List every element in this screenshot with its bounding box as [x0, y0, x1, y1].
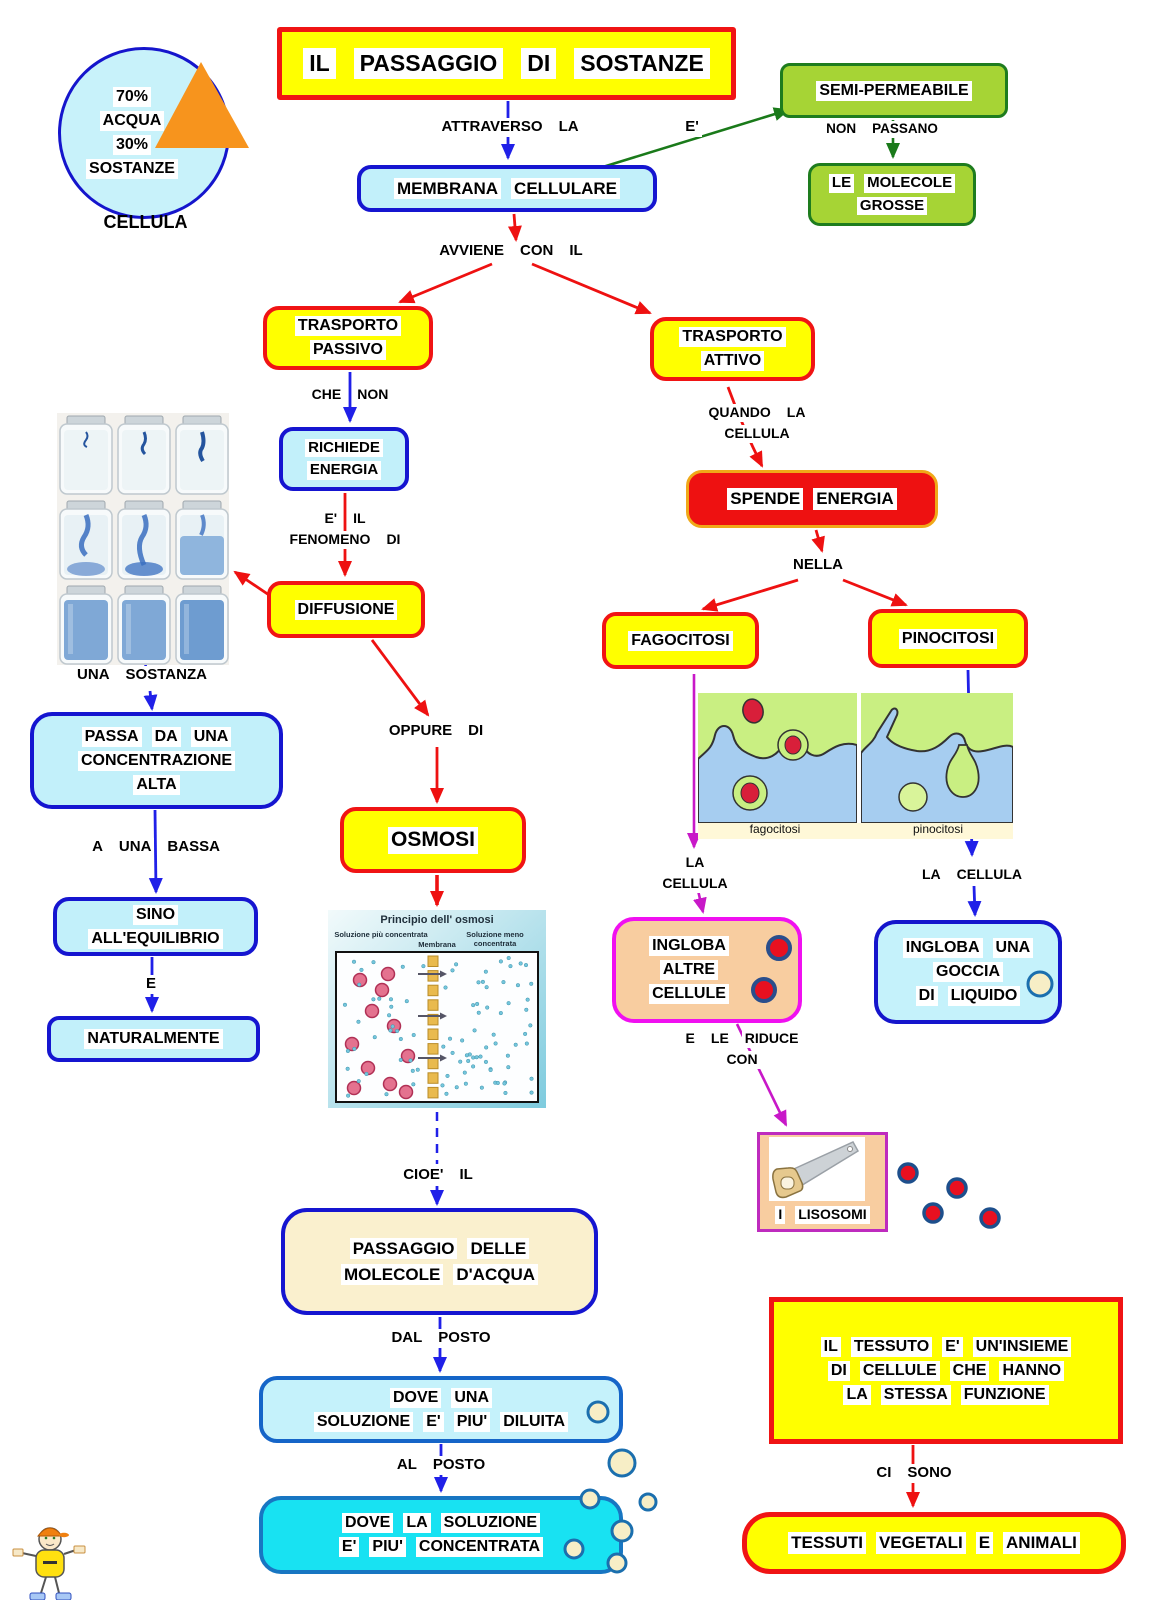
edge-label-oppure: OPPURE DI — [360, 722, 512, 741]
edge-label-che-non: CHE NON — [294, 386, 406, 404]
node-diffusione: DIFFUSIONE — [267, 581, 425, 638]
edge-label-cioe: CIOE' IL — [368, 1166, 508, 1185]
node-tessuto-definizione: IL TESSUTO E' UN'INSIEME DI CELLULE CHE HANNO LA STESSA FUNZIONE — [769, 1297, 1123, 1444]
node-spende-energia: SPENDE ENERGIA — [686, 470, 938, 528]
edge-label-a-una-bassa: A UNA BASSA — [62, 838, 250, 857]
node-fagocitosi: FAGOCITOSI — [602, 612, 759, 669]
pinocitosi-image — [861, 693, 1013, 823]
edge-label-la-cellula-left: LA CELLULA — [653, 852, 737, 894]
pinocitosi-caption: pinocitosi — [912, 822, 964, 836]
edge-label-una-sostanza: UNA SOSTANZA — [48, 666, 236, 685]
node-tessuti-vegetali-animali: TESSUTI VEGETALI E ANIMALI — [742, 1512, 1126, 1574]
cell-water-label: ACQUA — [95, 109, 170, 133]
cell-caption: CELLULA — [103, 212, 188, 232]
node-trasporto-attivo: TRASPORTO ATTIVO — [650, 317, 815, 381]
node-osmosi: OSMOSI — [340, 807, 526, 873]
edge-label-riduce: E LE RIDUCE CON — [658, 1028, 826, 1070]
edge-label-non-passano: NON PASSANO — [818, 121, 946, 138]
edge-label-e: E' — [662, 118, 722, 137]
node-passaggio-molecole-acqua: PASSAGGIO DELLE MOLECOLE D'ACQUA — [281, 1208, 598, 1315]
node-molecole-grosse: LE MOLECOLE GROSSE — [808, 163, 976, 226]
edge-label-fenomeno: E' IL FENOMENO DI — [268, 508, 422, 550]
edge-label-la-cellula-right: LA CELLULA — [898, 866, 1046, 884]
node-trasporto-passivo: TRASPORTO PASSIVO — [263, 306, 433, 370]
saw-image — [769, 1137, 865, 1201]
edge-label-e-and: E — [133, 975, 169, 994]
osmosis-membrane-label: Membrana — [418, 940, 456, 949]
cell-water-percent: 70% — [108, 85, 156, 109]
node-naturalmente: NATURALMENTE — [47, 1016, 260, 1062]
edge-label-ci-sono: CI SONO — [838, 1464, 990, 1483]
osmosis-title: Principio dell' osmosi — [380, 914, 494, 926]
orange-triangle-slice — [155, 62, 249, 148]
diffusion-jars-image — [57, 413, 229, 665]
edge-label-dal-posto: DAL POSTO — [355, 1329, 527, 1348]
node-lisosomi: I LISOSOMI — [757, 1132, 888, 1232]
osmosis-principle-image — [328, 910, 546, 1108]
edge-label-attraverso: ATTRAVERSO LA — [400, 118, 620, 137]
node-sino-equilibrio: SINO ALL'EQUILIBRIO — [53, 897, 258, 956]
node-membrana-cellulare: MEMBRANA CELLULARE — [357, 165, 657, 212]
node-richiede-energia: RICHIEDE ENERGIA — [279, 427, 409, 491]
node-pinocitosi: PINOCITOSI — [868, 609, 1028, 668]
osmosis-right-label: Soluzione meno concentrata — [466, 930, 524, 948]
node-ingloba-altre-cellule: INGLOBA ALTRE CELLULE — [612, 917, 802, 1023]
node-semi-permeabile: SEMI-PERMEABILE — [780, 63, 1008, 118]
cell-substances-percent: 30% — [108, 133, 156, 157]
edge-label-nella: NELLA — [776, 556, 860, 575]
node-soluzione-concentrata: DOVE LA SOLUZIONE E' PIU' CONCENTRATA — [259, 1496, 623, 1574]
fagocitosi-caption: fagocitosi — [749, 822, 801, 836]
node-passa-concentrazione-alta: PASSA DA UNA CONCENTRAZIONE ALTA — [30, 712, 283, 809]
fagocitosi-image — [698, 693, 857, 823]
edge-label-al-posto: AL POSTO — [355, 1456, 527, 1475]
node-soluzione-diluita: DOVE UNA SOLUZIONE E' PIU' DILUITA — [259, 1376, 623, 1443]
mascot-figure — [12, 1523, 107, 1600]
map-title — [277, 27, 736, 100]
node-ingloba-goccia: INGLOBA UNA GOCCIA DI LIQUIDO — [874, 920, 1062, 1024]
map-title-text: IL PASSAGGIO DI SOSTANZE — [294, 46, 719, 81]
cell-substances-label: SOSTANZE — [81, 157, 183, 181]
osmosis-left-label: Soluzione più concentrata — [334, 930, 428, 939]
edge-label-quando: QUANDO LA CELLULA — [686, 402, 828, 444]
edge-label-avviene: AVVIENE CON IL — [405, 242, 617, 261]
